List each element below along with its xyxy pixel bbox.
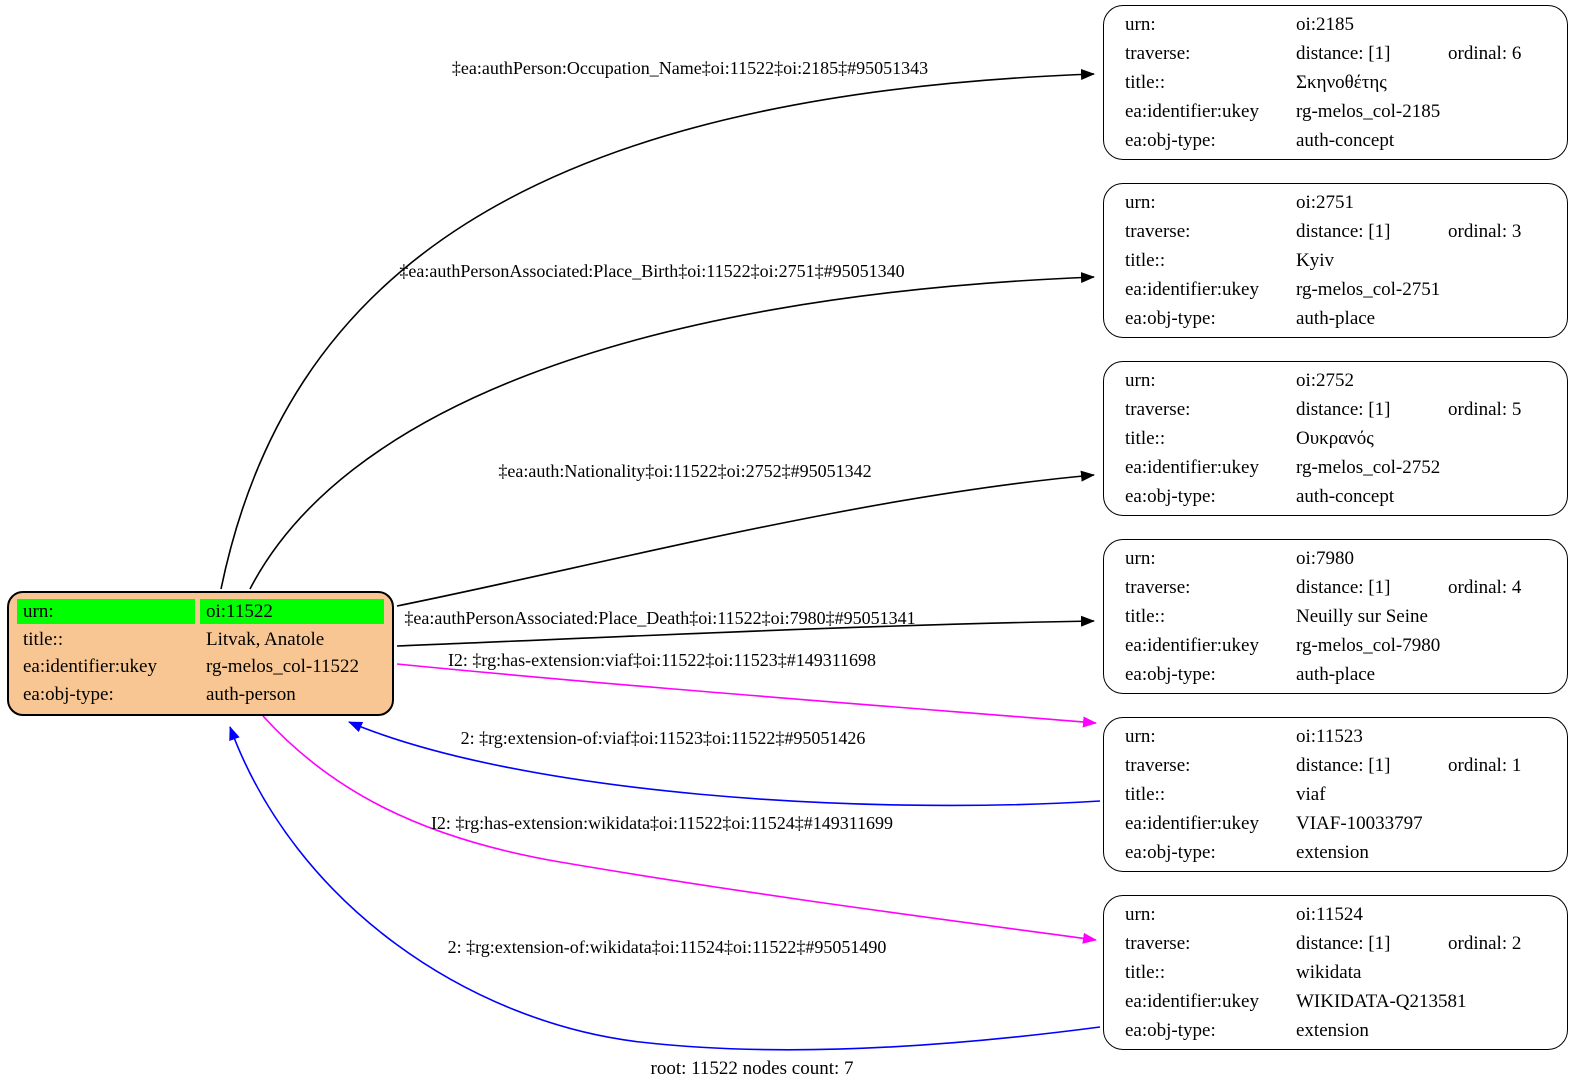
node-obj-type-value: auth-concept <box>1296 130 1395 151</box>
node-ukey-value: rg-melos_col-2752 <box>1296 457 1441 478</box>
field-label-ukey: ea:identifier:ukey <box>1125 813 1259 834</box>
node-ordinal: ordinal: 2 <box>1448 933 1522 954</box>
node-urn-value: oi:11524 <box>1296 904 1363 925</box>
node-urn-value: oi:11523 <box>1296 726 1363 747</box>
node-oi-2752[interactable] <box>1103 361 1568 516</box>
field-label-obj-type: ea:obj-type: <box>1125 130 1216 151</box>
node-urn-value: oi:2751 <box>1296 192 1355 213</box>
node-ukey-value: WIKIDATA-Q213581 <box>1296 991 1467 1012</box>
node-distance: distance: [1] <box>1296 221 1391 242</box>
graph-caption: root: 11522 nodes count: 7 <box>650 1058 854 1079</box>
field-label-title: title:: <box>1125 72 1166 93</box>
field-label-traverse: traverse: <box>1125 577 1191 598</box>
node-ukey-value: VIAF-10033797 <box>1296 813 1423 834</box>
field-label-obj-type: ea:obj-type: <box>1125 1020 1216 1041</box>
field-label-obj-type: ea:obj-type: <box>23 683 114 705</box>
field-label-obj-type: ea:obj-type: <box>1125 308 1216 329</box>
edge-place-birth <box>250 277 1094 589</box>
root-row-urn <box>17 599 384 624</box>
edge-extension-of-wikidata <box>230 727 1100 1050</box>
field-label-title: title:: <box>1125 784 1166 805</box>
node-urn-value: oi:7980 <box>1296 548 1355 569</box>
node-distance: distance: [1] <box>1296 399 1391 420</box>
field-label-ukey: ea:identifier:ukey <box>23 656 157 678</box>
node-ordinal: ordinal: 1 <box>1448 755 1522 776</box>
field-label-urn: urn: <box>1125 14 1156 35</box>
root-row-obj-type <box>17 682 384 707</box>
field-label-ukey: ea:identifier:ukey <box>1125 457 1259 478</box>
field-label-traverse: traverse: <box>1125 221 1191 242</box>
node-ordinal: ordinal: 3 <box>1448 221 1522 242</box>
node-title-value: wikidata <box>1296 962 1362 983</box>
node-oi-2751[interactable] <box>1103 183 1568 338</box>
field-label-urn: urn: <box>1125 370 1156 391</box>
root-obj-type-value: auth-person <box>206 683 296 705</box>
node-title-value: Kyiv <box>1296 250 1334 271</box>
field-label-urn: urn: <box>1125 192 1156 213</box>
edge-nationality <box>397 475 1094 606</box>
node-urn-value: oi:2185 <box>1296 14 1355 35</box>
node-title-value: Ουκρανός <box>1296 428 1374 449</box>
field-label-obj-type: ea:obj-type: <box>1125 486 1216 507</box>
node-obj-type-value: auth-place <box>1296 664 1376 685</box>
node-distance: distance: [1] <box>1296 933 1391 954</box>
root-row-title <box>17 627 384 652</box>
edge-label-extension-of-wikidata: 2: ‡rg:extension-of:wikidata‡oi:11524‡oi:11522‡#95051490 <box>447 937 887 957</box>
root-row-ukey <box>17 654 384 679</box>
root-node-oi-11522[interactable] <box>7 591 394 716</box>
field-label-urn: urn: <box>17 599 195 624</box>
node-obj-type-value: extension <box>1296 842 1369 863</box>
node-distance: distance: [1] <box>1296 755 1391 776</box>
field-label-title: title:: <box>1125 428 1166 449</box>
field-label-title: title:: <box>1125 962 1166 983</box>
node-obj-type-value: extension <box>1296 1020 1369 1041</box>
node-obj-type-value: auth-place <box>1296 308 1376 329</box>
node-ukey-value: rg-melos_col-2185 <box>1296 101 1441 122</box>
node-title-value: viaf <box>1296 784 1326 805</box>
node-title-value: Σκηνοθέτης <box>1296 72 1387 93</box>
edge-has-extension-viaf <box>397 664 1096 723</box>
edge-label-place-birth: ‡ea:authPersonAssociated:Place_Birth‡oi:11522‡oi:2751‡#95051340 <box>399 261 905 281</box>
root-title-value: Litvak, Anatole <box>206 628 325 650</box>
field-label-urn: urn: <box>1125 548 1156 569</box>
field-label-ukey: ea:identifier:ukey <box>1125 279 1259 300</box>
root-ukey-value: rg-melos_col-11522 <box>206 656 360 678</box>
edge-label-nationality: ‡ea:auth:Nationality‡oi:11522‡oi:2752‡#95051342 <box>498 461 872 481</box>
field-label-obj-type: ea:obj-type: <box>1125 664 1216 685</box>
field-label-obj-type: ea:obj-type: <box>1125 842 1216 863</box>
field-label-ukey: ea:identifier:ukey <box>1125 101 1259 122</box>
field-label-traverse: traverse: <box>1125 399 1191 420</box>
edge-label-has-extension-viaf: I2: ‡rg:has-extension:viaf‡oi:11522‡oi:11523‡#149311698 <box>447 650 877 670</box>
field-label-title: title:: <box>1125 606 1166 627</box>
edge-label-place-death: ‡ea:authPersonAssociated:Place_Death‡oi:11522‡oi:7980‡#95051341 <box>404 608 916 628</box>
field-label-traverse: traverse: <box>1125 933 1191 954</box>
node-ukey-value: rg-melos_col-7980 <box>1296 635 1441 656</box>
edge-label-extension-of-viaf: 2: ‡rg:extension-of:viaf‡oi:11523‡oi:11522‡#95051426 <box>460 728 866 748</box>
node-urn-value: oi:2752 <box>1296 370 1355 391</box>
field-label-urn: urn: <box>1125 726 1156 747</box>
node-distance: distance: [1] <box>1296 577 1391 598</box>
field-label-ukey: ea:identifier:ukey <box>1125 635 1259 656</box>
edge-label-has-extension-wikidata: I2: ‡rg:has-extension:wikidata‡oi:11522‡oi:11524‡#149311699 <box>430 813 894 833</box>
node-oi-11524[interactable] <box>1103 895 1568 1050</box>
node-title-value: Neuilly sur Seine <box>1296 606 1428 627</box>
node-oi-11523[interactable] <box>1103 717 1568 872</box>
field-label-traverse: traverse: <box>1125 755 1191 776</box>
node-ordinal: ordinal: 6 <box>1448 43 1522 64</box>
node-ordinal: ordinal: 4 <box>1448 577 1522 598</box>
root-urn-value: oi:11522 <box>200 599 384 624</box>
node-distance: distance: [1] <box>1296 43 1391 64</box>
edge-occupation-name <box>221 74 1094 589</box>
field-label-title: title:: <box>1125 250 1166 271</box>
node-obj-type-value: auth-concept <box>1296 486 1395 507</box>
field-label-title: title:: <box>23 628 64 650</box>
edge-label-occupation-name: ‡ea:authPerson:Occupation_Name‡oi:11522‡oi:2185‡#95051343 <box>451 58 929 78</box>
node-oi-7980[interactable] <box>1103 539 1568 694</box>
node-ordinal: ordinal: 5 <box>1448 399 1522 420</box>
field-label-ukey: ea:identifier:ukey <box>1125 991 1259 1012</box>
node-oi-2185[interactable] <box>1103 5 1568 160</box>
field-label-traverse: traverse: <box>1125 43 1191 64</box>
field-label-urn: urn: <box>1125 904 1156 925</box>
node-ukey-value: rg-melos_col-2751 <box>1296 279 1441 300</box>
